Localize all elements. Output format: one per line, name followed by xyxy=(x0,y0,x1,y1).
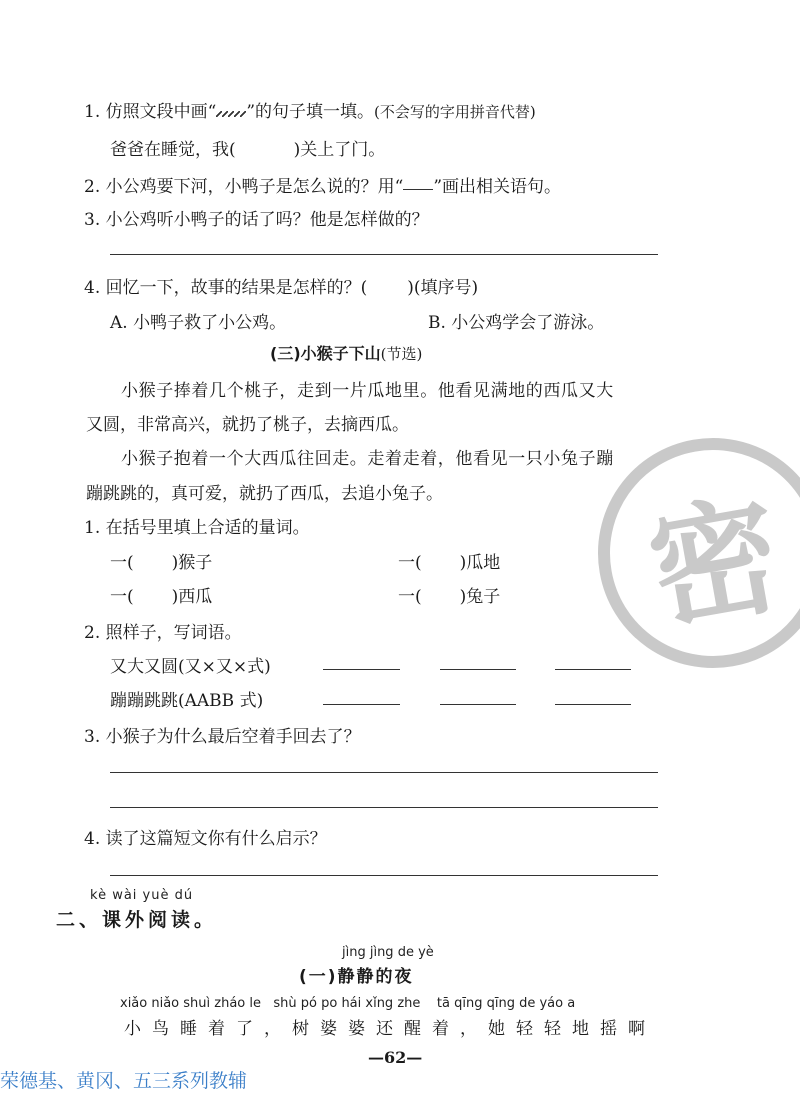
question-text: 读了这篇短文你有什么启示？ xyxy=(105,829,327,849)
reading-line-text: 小鸟睡着了，树婆婆还醒着，她轻轻地摇啊 xyxy=(124,1019,656,1039)
passage-line: 小猴子捧着几个桃子，走到一片瓜地里。他看见满地的西瓜又大 xyxy=(121,381,614,401)
answer-line[interactable] xyxy=(440,669,516,670)
question-number: 4. xyxy=(84,278,101,298)
question-text: 回忆一下，故事的结果是怎样的？( xyxy=(105,278,368,298)
answer-line[interactable] xyxy=(323,704,400,705)
option-a: A. 小鸭子救了小公鸡。 xyxy=(110,313,287,333)
s3-question-4 xyxy=(84,824,327,849)
question-text: ”的句子填一填。 xyxy=(246,102,375,122)
item-part: 一( xyxy=(110,553,134,573)
word-pattern-example: 蹦蹦跳跳(AABB 式) xyxy=(110,691,264,711)
question-2 xyxy=(84,172,561,197)
question-text: 小公鸡要下河，小鸭子是怎么说的？用“ xyxy=(105,177,404,197)
section-title-note: (节选) xyxy=(380,345,423,363)
sentence-part: 爸爸在睡觉，我( xyxy=(110,140,236,160)
question-1-blank-line xyxy=(110,135,385,160)
part-title: 二、课外阅读。 xyxy=(56,909,218,931)
question-3 xyxy=(84,205,429,230)
passage-line: 又圆，非常高兴，就扔了桃子，去摘西瓜。 xyxy=(86,415,409,435)
question-number: 3. xyxy=(84,210,101,230)
measure-word-item xyxy=(398,582,500,607)
question-text: 仿照文段中画“ xyxy=(105,102,217,122)
item-part: 一( xyxy=(110,587,134,607)
question-note: (不会写的字用拼音代替) xyxy=(374,103,536,121)
measure-word-item xyxy=(398,548,500,573)
section-title-text: (三)小猴子下山 xyxy=(270,344,381,363)
reading-title-pinyin: jìng jìng de yè xyxy=(342,945,434,960)
answer-line[interactable] xyxy=(110,772,658,773)
footer-brand-text: 荣德基、黄冈、五三系列教辅 xyxy=(0,1070,248,1092)
answer-line[interactable] xyxy=(110,254,658,255)
measure-word-item xyxy=(110,582,212,607)
wavy-underline-mark xyxy=(216,111,246,119)
seal-character: 密 xyxy=(639,479,791,649)
item-part: )西瓜 xyxy=(171,587,213,607)
passage-line: 小猴子抱着一个大西瓜往回走。走着走着，他看见一只小兔子蹦 xyxy=(121,449,614,469)
passage-line: 蹦跳跳的，真可爱，就扔了西瓜，去追小兔子。 xyxy=(86,484,443,504)
section-title xyxy=(270,341,422,364)
question-text: 小猴子为什么最后空着手回去了？ xyxy=(105,727,361,747)
question-4 xyxy=(84,273,478,298)
question-text: 在括号里填上合适的量词。 xyxy=(105,518,310,538)
item-part: )猴子 xyxy=(171,553,213,573)
page-number: —62— xyxy=(368,1048,423,1067)
reading-line-pinyin: xiǎo niǎo shuì zháo le shù pó po hái xǐng zhe tā qīng qīng de yáo a xyxy=(120,996,576,1011)
item-part: 一( xyxy=(398,553,422,573)
item-part: )兔子 xyxy=(459,587,501,607)
question-text: ”画出相关语句。 xyxy=(433,177,562,197)
question-number: 3. xyxy=(84,727,101,747)
answer-line[interactable] xyxy=(323,669,400,670)
item-part: 一( xyxy=(398,587,422,607)
question-number: 1. xyxy=(84,518,101,538)
word-pattern-example: 又大又圆(又×又×式) xyxy=(110,657,271,677)
question-number: 2. xyxy=(84,623,101,643)
option-b: B. 小公鸡学会了游泳。 xyxy=(428,313,605,333)
part-title-pinyin: kè wài yuè dú xyxy=(90,888,194,903)
s3-question-3 xyxy=(84,722,361,747)
answer-line[interactable] xyxy=(110,807,658,808)
question-text: 照样子，写词语。 xyxy=(105,623,242,643)
s3-question-1 xyxy=(84,513,310,538)
question-number: 4. xyxy=(84,829,101,849)
question-text: )(填序号) xyxy=(407,278,479,298)
sentence-part: )关上了门。 xyxy=(293,140,386,160)
answer-line[interactable] xyxy=(555,669,631,670)
question-number: 2. xyxy=(84,177,101,197)
question-number: 1. xyxy=(84,102,101,122)
straight-underline-mark xyxy=(403,188,433,190)
measure-word-item xyxy=(110,548,212,573)
question-text: 小公鸡听小鸭子的话了吗？他是怎样做的？ xyxy=(105,210,429,230)
answer-line[interactable] xyxy=(110,875,658,876)
s3-question-2 xyxy=(84,618,242,643)
reading-title: (一)静静的夜 xyxy=(299,967,414,987)
item-part: )瓜地 xyxy=(459,553,501,573)
answer-line[interactable] xyxy=(440,704,516,705)
answer-line[interactable] xyxy=(555,704,631,705)
question-1 xyxy=(84,97,536,122)
